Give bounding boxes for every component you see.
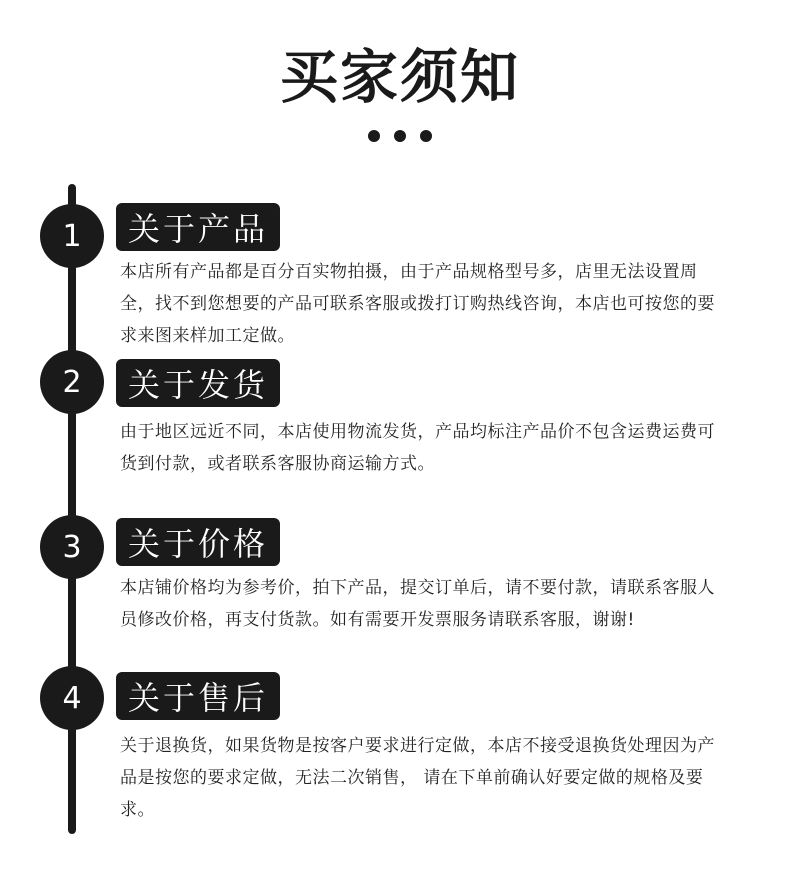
step-number-badge: 2 (40, 350, 104, 414)
divider-dot (420, 130, 432, 142)
section-heading: 关于价格 (116, 518, 280, 566)
title-divider-dots (0, 130, 800, 142)
step-number-badge: 3 (40, 515, 104, 579)
section-text: 关于退换货，如果货物是按客户要求进行定做，本店不接受退换货处理因为产品是按您的要求定做，无法二次销售， 请在下单前确认好要定做的规格及要求。 (120, 736, 715, 820)
section-text: 本店铺价格均为参考价，拍下产品，提交订单后，请不要付款，请联系客服人员修改价格，再支付货款。如有需要开发票服务请联系客服，谢谢! (120, 578, 715, 630)
section-heading: 关于售后 (116, 672, 280, 720)
timeline-line (68, 184, 76, 834)
divider-dot (394, 130, 406, 142)
section-heading: 关于发货 (116, 359, 280, 407)
section-heading: 关于产品 (116, 203, 280, 251)
step-number-badge: 1 (40, 204, 104, 268)
page-title: 买家须知 (279, 43, 520, 111)
section-text: 由于地区远近不同，本店使用物流发货，产品均标注产品价不包含运费运费可货到付款，或者联系客服协商运输方式。 (120, 422, 715, 474)
section-text: 本店所有产品都是百分百实物拍摄，由于产品规格型号多，店里无法设置周全，找不到您想要的产品可联系客服或拨打订购热线咨询，本店也可按您的要求来图来样加工定做。 (120, 262, 715, 346)
divider-dot (368, 130, 380, 142)
step-number-badge: 4 (40, 666, 104, 730)
